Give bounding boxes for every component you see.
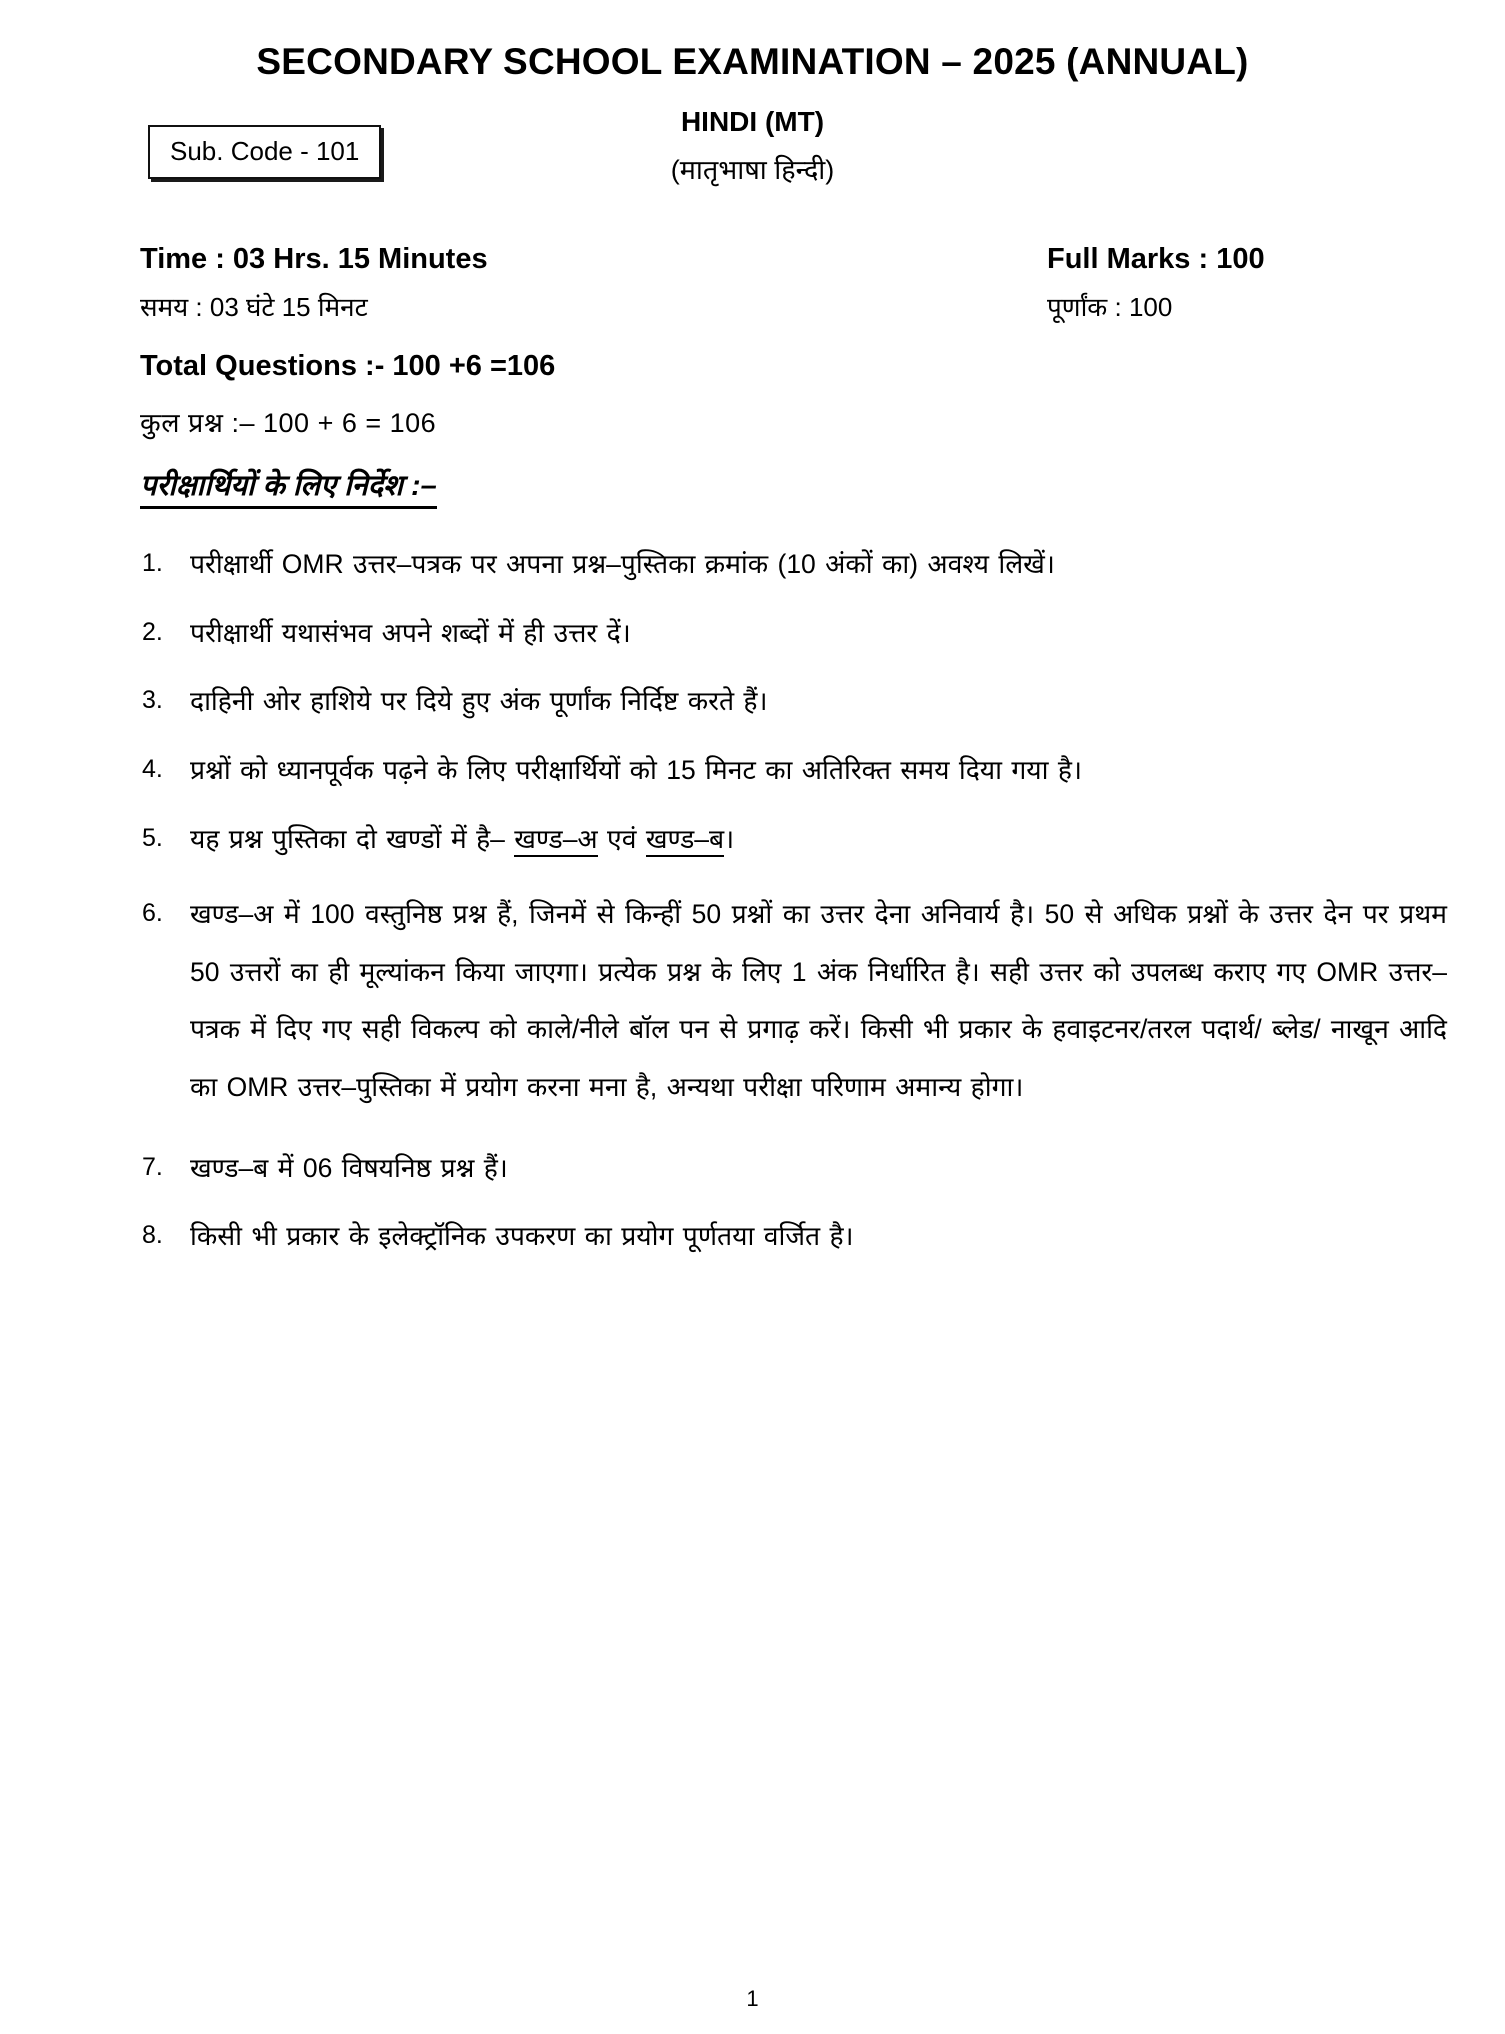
- instruction-item: [142, 680, 1447, 722]
- instruction-item: [142, 818, 1447, 860]
- instruction-text: यह प्रश्न पुस्तिका दो खण्डों में है– खण्ड–अ एवं खण्ड–ब।: [190, 824, 734, 857]
- instruction-item: [142, 886, 1447, 1117]
- instruction-text: खण्ड–ब में 06 विषयनिष्ठ प्रश्न हैं।: [190, 1153, 508, 1184]
- full-marks-english: Full Marks : 100: [1047, 242, 1265, 275]
- time-hindi: समय : 03 घंटे 15 मिनट: [140, 291, 368, 322]
- instructions-list: [0, 543, 1505, 1258]
- instruction-item: [142, 612, 1447, 654]
- time-marks-row-hindi: [140, 288, 1357, 324]
- instruction-number: 2.: [142, 617, 163, 646]
- instruction-number: 5.: [142, 823, 163, 852]
- instruction-number: 4.: [142, 754, 163, 783]
- instruction-text: प्रश्नों को ध्यानपूर्वक पढ़ने के लिए परीक्षार्थियों को 15 मिनट का अतिरिक्त समय दिया गया है।: [190, 754, 1083, 785]
- instruction-item: [142, 1215, 1447, 1257]
- time-english: Time : 03 Hrs. 15 Minutes: [140, 242, 488, 275]
- instruction-number: 3.: [142, 686, 163, 715]
- instruction-item: [142, 749, 1447, 792]
- instructions-heading: परीक्षार्थियों के लिए निर्देश :–: [140, 468, 437, 509]
- instruction-text: परीक्षार्थी OMR उत्तर–पत्रक पर अपना प्रश्न–पुस्तिका क्रमांक (10 अंकों का) अवश्य लिखें।: [190, 548, 1055, 579]
- instruction-item: [142, 543, 1447, 586]
- total-questions-english: Total Questions :- 100 +6 =106: [140, 349, 556, 382]
- instruction-text: खण्ड–अ में 100 वस्तुनिष्ठ प्रश्न हैं, जिनमें से किन्हीं 50 प्रश्नों का उत्तर देना अनिवार्य है। 50 से अधिक प्रश्नों के उत्तर देन पर प्रथम 50 उत्तरों का ही मूल्यांकन किया जाएगा। प्रत्येक प्रश्न के लिए 1 अंक निर्धारित है। सही उत्तर को उपलब्ध कराए गए OMR उत्तर–पत्रक में दिए गए सही विकल्प को काले/नीले बॉल पन से प्रगाढ़ करें। किसी भी प्रकार के हवाइटनर/तरल पदार्थ/ ब्लेड/ नाखून आदि का OMR उत्तर–पुस्तिका में प्रयोग करना मना है, अन्यथा परीक्षा परिणाम अमान्य होगा।: [190, 898, 1447, 1103]
- subject-code-box: Sub. Code - 101: [148, 125, 381, 179]
- subject-block: [0, 105, 1505, 187]
- header-row: [0, 105, 1505, 235]
- subject-name-english: HINDI (MT): [680, 105, 825, 137]
- instruction-number: 7.: [142, 1153, 163, 1182]
- time-marks-row-english: [140, 243, 1357, 276]
- instruction-number: 8.: [142, 1221, 163, 1250]
- instruction-number: 6.: [142, 898, 163, 927]
- instruction-item: [142, 1147, 1447, 1189]
- instruction-text: दाहिनी ओर हाशिये पर दिये हुए अंक पूर्णांक निर्दिष्ट करते हैं।: [190, 686, 768, 717]
- page-number: 1: [746, 1986, 759, 2011]
- instruction-text: परीक्षार्थी यथासंभव अपने शब्दों में ही उत्तर दें।: [190, 617, 631, 648]
- total-questions-hindi: कुल प्रश्न :– 100 + 6 = 106: [140, 407, 437, 438]
- instruction-number: 1.: [142, 548, 163, 577]
- exam-title: SECONDARY SCHOOL EXAMINATION – 2025 (ANNUAL): [256, 41, 1249, 82]
- subject-name-hindi: (मातृभाषा हिन्दी): [670, 155, 835, 186]
- exam-meta: [0, 243, 1505, 440]
- instruction-text: किसी भी प्रकार के इलेक्ट्रॉनिक उपकरण का प्रयोग पूर्णतया वर्जित है।: [190, 1221, 854, 1252]
- full-marks-hindi: पूर्णांक : 100: [1047, 291, 1173, 322]
